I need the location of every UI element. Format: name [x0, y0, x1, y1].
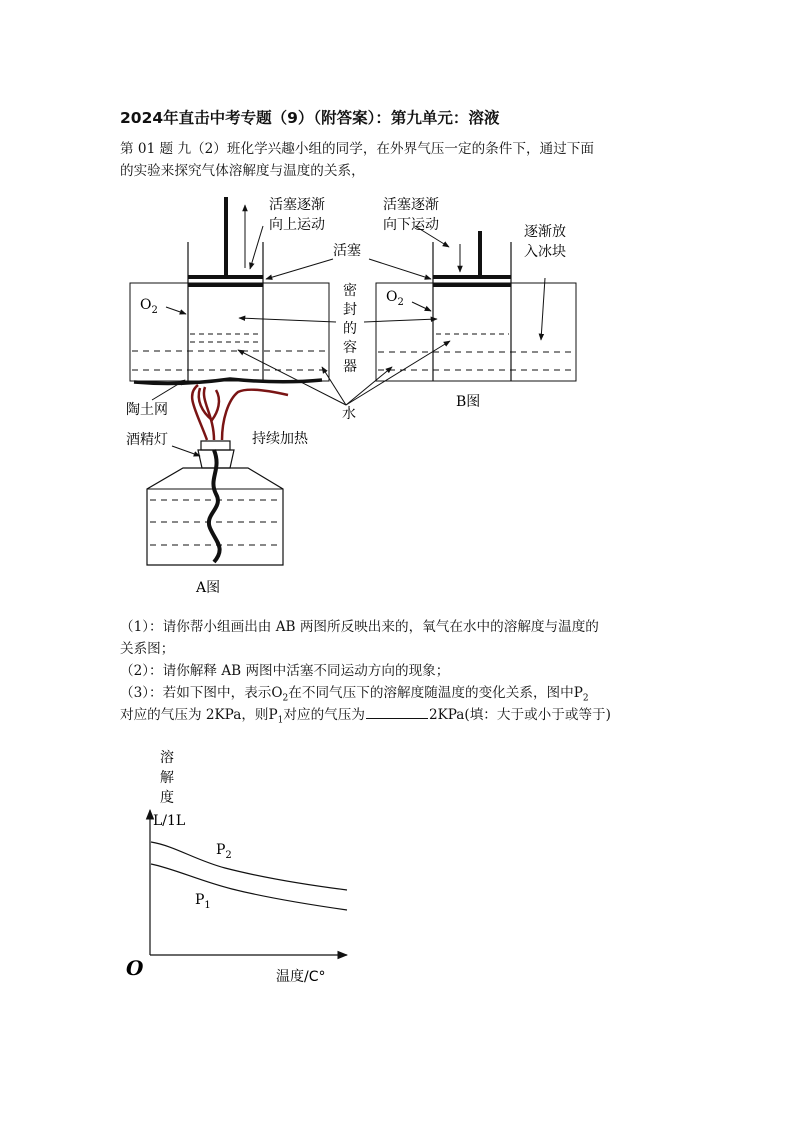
arrow-sealed-b — [364, 319, 437, 322]
label-mesh: 陶土网 — [126, 402, 168, 418]
origin-label: O — [126, 956, 144, 980]
y-label-3: 度 — [160, 790, 174, 806]
y-label-1: 溶 — [160, 750, 174, 766]
arrow-lamp — [172, 446, 200, 456]
q3-sub-a: 2 — [282, 693, 289, 704]
label-o2-b: $O_2$ — [386, 289, 404, 308]
arrow-to-piston-up — [250, 226, 263, 269]
y-unit: L/1L — [153, 813, 186, 829]
q3-text-e: 2KPa(填：大于或小于或等于) — [428, 707, 611, 723]
label-sealed-4: 容 — [343, 340, 357, 356]
q1-line-2: 关系图； — [120, 641, 175, 657]
label-sealed-1: 密 — [343, 283, 357, 299]
q3-text-b: 在不同气压下的溶解度随温度的变化关系，图中P — [288, 685, 583, 701]
label-sealed-3: 的 — [343, 321, 357, 337]
intro-line-1: 第 01 题 九（2）班化学兴趣小组的同学，在外界气压一定的条件下，通过下面 — [120, 141, 594, 157]
y-label-2: 解 — [160, 770, 174, 786]
page-title: 2024年直击中考专题（9）（附答案）：第九单元：溶液 — [120, 109, 500, 127]
label-ice-2: 入冰块 — [524, 244, 566, 260]
q3-text-d: 对应的气压为 — [283, 707, 365, 723]
water-bath-a — [130, 283, 329, 381]
label-piston-down-1: 活塞逐渐 — [383, 197, 439, 213]
arrow-piston-a — [266, 259, 333, 279]
question-1 — [120, 616, 599, 660]
label-piston: 活塞 — [333, 243, 361, 259]
water-bath-b — [376, 283, 576, 381]
label-piston-up-2: 向上运动 — [269, 217, 325, 233]
question-2 — [120, 660, 449, 682]
answer-blank[interactable] — [366, 704, 428, 719]
q3-text-a: （3）：若如下图中，表示O — [120, 685, 283, 701]
arrow-o2-b — [412, 302, 431, 311]
label-sealed-2: 封 — [343, 302, 357, 318]
label-water: 水 — [342, 406, 356, 422]
label-figure-b: B图 — [456, 394, 481, 410]
q2-line: （2）：请你解释 AB 两图中活塞不同运动方向的现象； — [120, 663, 450, 679]
label-p1: $P_1$ — [195, 892, 211, 911]
q3-text-c: 对应的气压为 2KPa，则P — [120, 707, 278, 723]
arrow-water-a-1 — [238, 350, 346, 405]
label-piston-up-1: 活塞逐渐 — [269, 197, 325, 213]
q1-line-1: （1）：请你帮小组画出由 AB 两图所反映出来的，氧气在水中的溶解度与温度的 — [120, 619, 599, 635]
label-p2: $P_2$ — [216, 842, 232, 861]
lamp-cap — [201, 441, 230, 450]
arrow-piston-b — [369, 259, 431, 279]
label-sealed-5: 器 — [343, 359, 357, 375]
q3-sub-b: 2 — [582, 693, 589, 704]
q3-line-2 — [120, 704, 611, 726]
label-heating: 持续加热 — [252, 431, 308, 447]
arrow-water-b-1 — [346, 341, 450, 405]
arrow-o2-a — [166, 307, 186, 314]
arrow-sealed-a — [239, 318, 336, 322]
label-ice-1: 逐渐放 — [524, 224, 566, 240]
q3-line-1 — [120, 682, 611, 704]
intro-line-2: 的实验来探究气体溶解度与温度的关系， — [120, 163, 365, 179]
label-o2-a: $O_2$ — [140, 297, 158, 316]
label-lamp: 酒精灯 — [126, 432, 168, 448]
question-3 — [120, 682, 611, 726]
label-figure-a: A图 — [196, 580, 221, 596]
label-piston-down-2: 向下运动 — [383, 217, 439, 233]
q3-sub-c: 1 — [277, 715, 284, 726]
x-label: 温度/C° — [276, 969, 326, 985]
arrow-ice — [541, 278, 545, 340]
